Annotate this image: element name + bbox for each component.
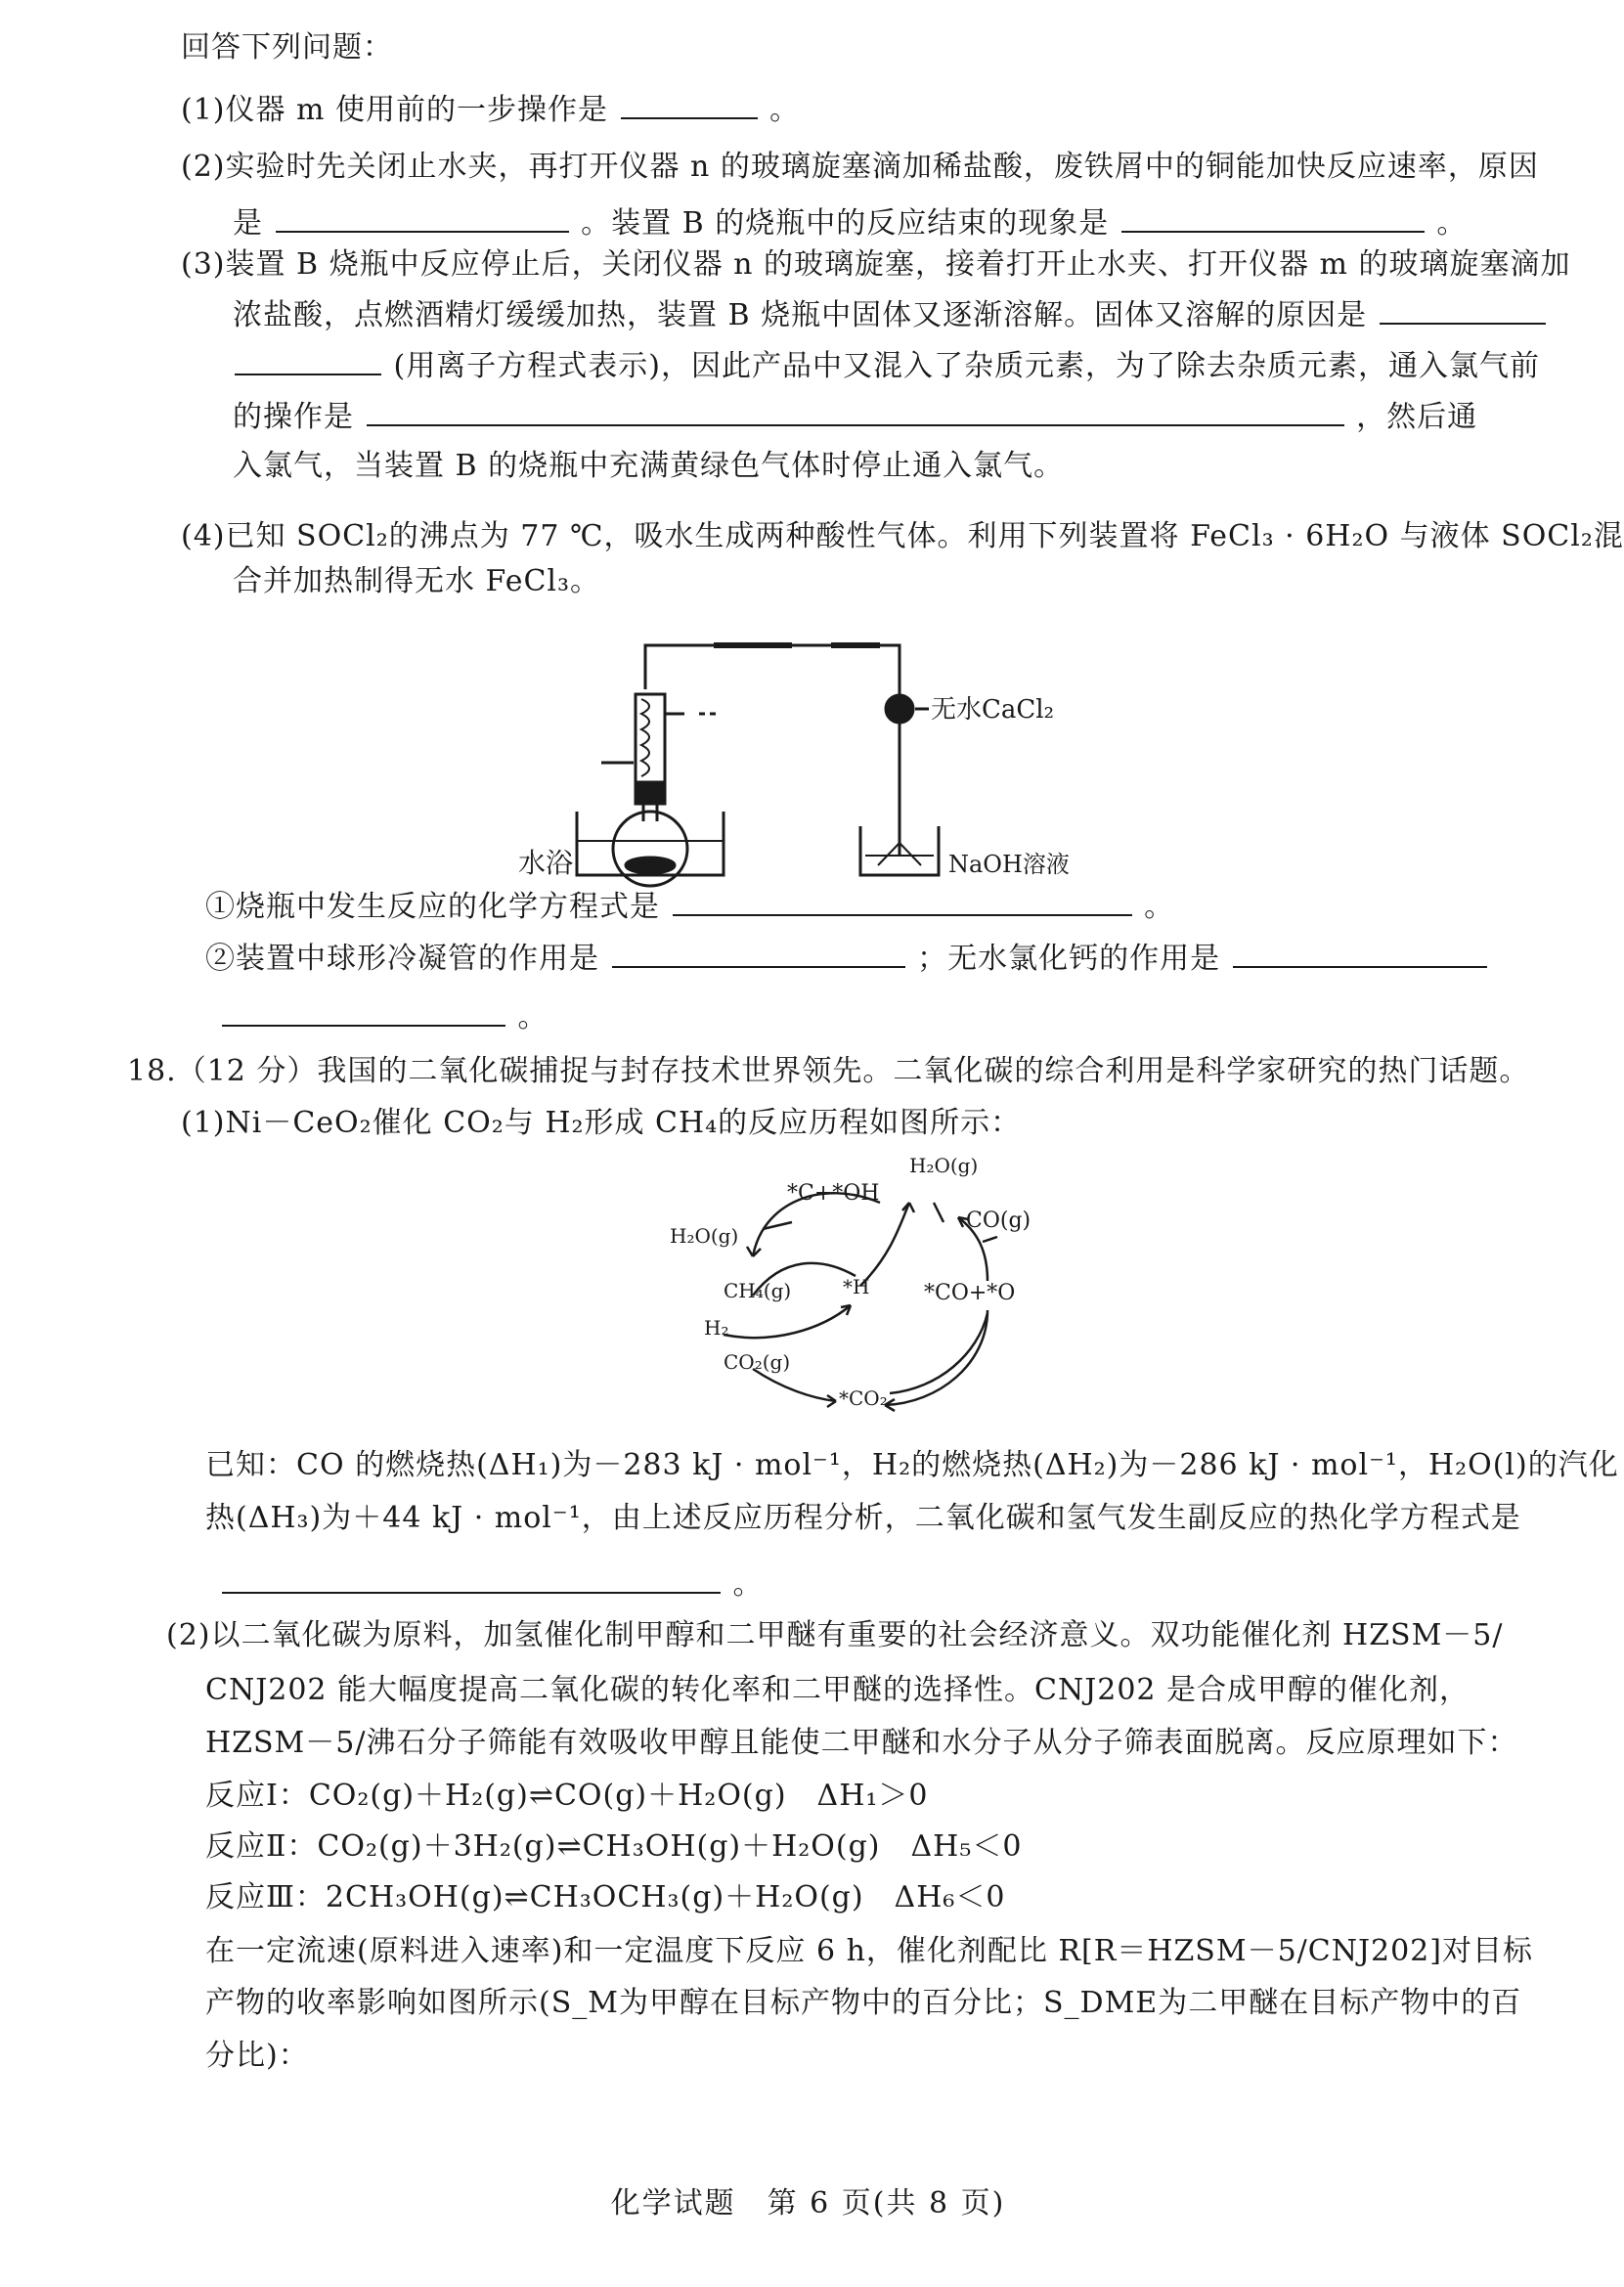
question-4-2-line1: (2)实验时先关闭止水夹，再打开仪器 n 的玻璃旋塞滴加稀盐酸，废铁屑中的铜能加快反应速率，原因 [181, 150, 1539, 184]
co-label: CO(g) [966, 1209, 1031, 1233]
q3-text-a: 浓盐酸，点燃酒精灯缓缓加热，装置 B 烧瓶中固体又逐渐溶解。固体又溶解的原因是 [233, 298, 1368, 332]
reaction-2: 反应Ⅱ：CO₂(g)＋3H₂(g)⇌CH₃OH(g)＋H₂O(g) ΔH₅＜0 [205, 1829, 1023, 1864]
answer-blank[interactable] [1121, 201, 1425, 233]
question-4-3-line4 [233, 395, 1477, 438]
question-4-4-2 [205, 937, 1489, 980]
question-4-4-line1: (4)已知 SOCl₂的沸点为 77 ℃，吸水生成两种酸性气体。利用下列装置将 FeCl₃ · 6H₂O 与液体 SOCl₂混 [181, 519, 1624, 553]
answer-blank[interactable] [367, 395, 1344, 426]
question-18-2-line1: (2)以二氧化碳为原料，加氢催化制甲醇和二甲醚有重要的社会经济意义。双功能催化剂 HZSM－5/ [166, 1618, 1504, 1652]
answer-blank[interactable] [621, 88, 758, 119]
question-4-2-line2 [233, 201, 1467, 244]
question-4-3-line5: 入氯气，当装置 B 的烧瓶中充满黄绿色气体时停止通入氯气。 [233, 449, 1065, 483]
question-4-4-line2: 合并加热制得无水 FeCl₃。 [233, 564, 601, 598]
q3-text-c: 的操作是 [233, 400, 354, 434]
answer-blank[interactable] [222, 995, 505, 1027]
question-18-2-line2: CNJ202 能大幅度提高二氧化碳的转化率和二甲醚的选择性。CNJ202 是合成甲醇的催化剂， [205, 1673, 1470, 1707]
q18-1-end: 。 [732, 1567, 764, 1602]
question-18-2-line4: 在一定流速(原料进入速率)和一定温度下反应 6 h，催化剂配比 R[R＝HZSM－5/CNJ202]对目标 [205, 1934, 1533, 1968]
question-4-4-2-cont [220, 995, 549, 1038]
q1-end: 。 [769, 93, 801, 127]
c-oh-label: *C+*OH [787, 1181, 880, 1206]
water-bath-label: 水浴 [518, 847, 574, 879]
q1-text: (1)仪器 m 使用前的一步操作是 [181, 93, 609, 127]
question-18-1-given2: 热(ΔH₃)为＋44 kJ · mol⁻¹，由上述反应历程分析，二氧化碳和氢气发生副反应的热化学方程式是 [205, 1501, 1521, 1535]
ch4-label: CH₄(g) [724, 1279, 792, 1302]
answer-blank[interactable] [673, 885, 1132, 916]
answer-blank[interactable] [235, 344, 381, 375]
answer-blank[interactable] [1380, 293, 1546, 325]
reaction-3: 反应Ⅲ：2CH₃OH(g)⇌CH₃OCH₃(g)＋H₂O(g) ΔH₆＜0 [205, 1880, 1006, 1914]
co2-g-label: CO₂(g) [724, 1350, 791, 1374]
q4b-end: 。 [517, 1000, 549, 1034]
question-18-1: (1)Ni－CeO₂催化 CO₂与 H₂形成 CH₄的反应历程如图所示： [181, 1106, 1022, 1140]
question-18-title: 18.（12 分）我国的二氧化碳捕捉与封存技术世界领先。二氧化碳的综合利用是科学家研究的热门话题。 [127, 1054, 1530, 1088]
answer-prompt: 回答下列问题： [181, 30, 393, 65]
co2-star-label: *CO₂ [839, 1386, 888, 1410]
question-18-2-line3: HZSM－5/沸石分子筛能有效吸收甲醇且能使二甲醚和水分子从分子筛表面脱离。反应原理如下： [205, 1726, 1518, 1760]
h2o-left-label: H₂O(g) [670, 1224, 739, 1248]
page-footer: 化学试题 第 6 页(共 8 页) [610, 2186, 1006, 2221]
question-18-2-line5: 产物的收率影响如图所示(S_M为甲醇在目标产物中的百分比；S_DME为二甲醚在目标产物中的百 [205, 1986, 1522, 2020]
apparatus-figure [518, 616, 1095, 880]
question-18-1-answer [220, 1562, 764, 1605]
h-star-label: *H [843, 1275, 870, 1298]
mechanism-figure [665, 1149, 1075, 1413]
question-4-4-1 [205, 885, 1174, 928]
q2-text-c: 。 [1436, 206, 1468, 241]
question-4-3-line3 [233, 344, 1540, 387]
co-o-label: *CO+*O [924, 1281, 1016, 1305]
question-4-3-line2 [233, 293, 1548, 336]
question-18-2-line6: 分比)： [205, 2039, 309, 2073]
question-4-1 [181, 88, 800, 131]
question-4-3-line1: (3)装置 B 烧瓶中反应停止后，关闭仪器 n 的玻璃旋塞，接着打开止水夹、打开仪器 m 的玻璃旋塞滴加 [181, 247, 1571, 282]
q2-text-b: 。装置 B 的烧瓶中的反应结束的现象是 [581, 206, 1110, 241]
q3-text-b: (用离子方程式表示)，因此产品中又混入了杂质元素，为了除去杂质元素，通入氯气前 [393, 349, 1540, 383]
h2-label: H₂ [704, 1316, 729, 1340]
q4b-text-a: ②装置中球形冷凝管的作用是 [205, 942, 599, 976]
q3-text-d: ，然后通 [1356, 400, 1478, 434]
h2o-top-label: H₂O(g) [909, 1154, 979, 1177]
answer-blank[interactable] [222, 1562, 721, 1594]
naoh-label: NaOH溶液 [948, 851, 1070, 878]
q2-text-a: 是 [233, 206, 263, 241]
q4a-text: ①烧瓶中发生反应的化学方程式是 [205, 890, 660, 924]
q4b-text-b: ；无水氯化钙的作用是 [917, 942, 1221, 976]
calcium-chloride-label: 无水CaCl₂ [931, 695, 1055, 725]
answer-blank[interactable] [276, 201, 569, 233]
q4a-end: 。 [1144, 890, 1175, 924]
answer-blank[interactable] [1233, 937, 1487, 968]
question-18-1-given: 已知：CO 的燃烧热(ΔH₁)为－283 kJ · mol⁻¹，H₂的燃烧热(ΔH₂)为－286 kJ · mol⁻¹，H₂O(l)的汽化 [205, 1448, 1619, 1482]
answer-blank[interactable] [612, 937, 905, 968]
reaction-1: 反应Ⅰ：CO₂(g)＋H₂(g)⇌CO(g)＋H₂O(g) ΔH₁＞0 [205, 1779, 929, 1813]
